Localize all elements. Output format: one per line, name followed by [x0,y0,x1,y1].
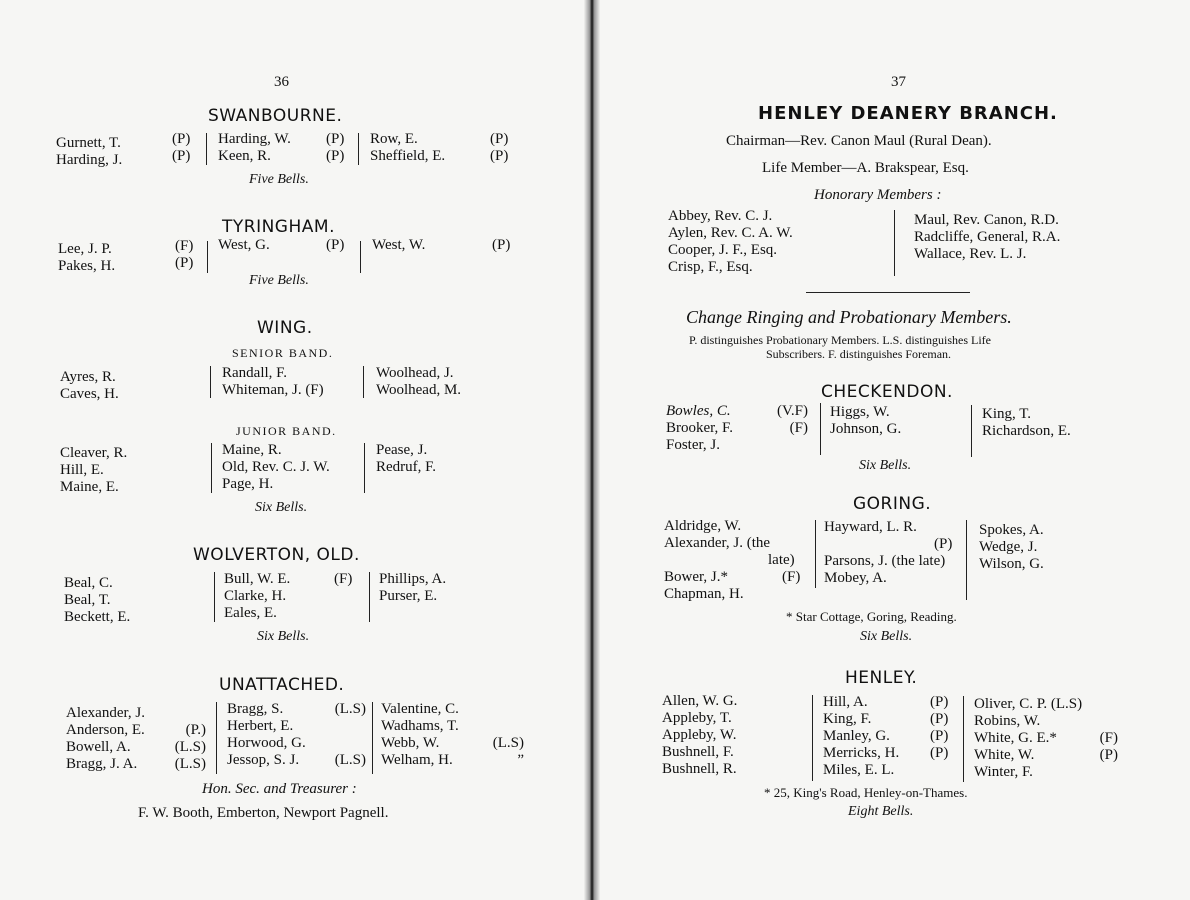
member-name: Cooper, J. F., Esq. [668,242,778,258]
member-name: Page, H. [222,476,274,492]
tyringham-col1-tags [175,238,193,272]
member-name: Beal, T. [64,592,111,608]
section-title-unattached: UNATTACHED. [219,675,345,695]
member-name: Abbey, Rev. C. J. [668,208,773,224]
member-tag: (L.S) [174,756,206,772]
member-name: Woolhead, J. [376,365,454,381]
member-name: Horwood, G. [227,735,306,751]
member-name: late) [768,552,795,568]
column-divider [207,241,208,273]
checkendon-col2 [830,404,901,438]
section-title-checkendon: CHECKENDON. [821,382,953,402]
member-name: Valentine, C. [381,701,459,717]
henley-col1 [662,693,737,778]
member-tag: (P) [1099,747,1118,763]
member-name: Harding, W. [218,131,291,147]
member-name: Pakes, H. [58,258,116,274]
member-name: Hill, A. [823,694,868,710]
member-tag: (P) [326,131,345,147]
member-name: Manley, G. [823,728,890,744]
bells-note: Five Bells. [249,273,309,288]
member-tag [480,718,524,735]
swanbourne-col2-tags [326,131,344,165]
footnote: * 25, King's Road, Henley-on-Thames. [764,785,968,800]
member-name: Ayres, R. [60,369,116,385]
band-label: SENIOR BAND. [232,346,334,360]
column-divider [963,696,964,782]
column-divider [214,572,215,622]
right-page [596,0,1190,900]
member-name: Eales, E. [224,605,277,621]
member-tag: (P) [490,148,509,164]
bells-note: Six Bells. [859,458,912,473]
member-name: King, F. [823,711,872,727]
member-tag: (P.) [185,722,206,738]
member-name: Hill, E. [60,462,104,478]
member-tag: (P) [172,148,191,164]
left-page [0,0,588,900]
bells-note: Eight Bells. [848,804,914,819]
column-divider [894,210,895,276]
member-tag: (F) [175,238,194,254]
member-name: Allen, W. G. [662,693,738,709]
member-name: Herbert, E. [227,718,294,734]
member-name: Harding, J. [56,152,123,168]
honorary-col2 [914,212,1060,263]
secretary-label: Hon. Sec. and Treasurer : [202,781,357,797]
wing-junior-col3 [376,442,436,476]
column-divider [358,133,359,165]
column-divider [812,695,813,781]
member-name: Wedge, J. [979,539,1038,555]
member-tag [1092,696,1118,713]
member-name: Higgs, W. [830,404,890,420]
member-name: Anderson, E. [66,722,145,738]
legend-line-2: Subscribers. F. distinguishes Foreman. [766,347,952,361]
member-name: Pease, J. [376,442,428,458]
branch-title: HENLEY DEANERY BRANCH. [758,103,1058,124]
column-divider [360,241,361,273]
member-name: Wallace, Rev. L. J. [914,246,1027,262]
member-name: Aylen, Rev. C. A. W. [668,225,793,241]
member-name: Cleaver, R. [60,445,128,461]
member-name: Chapman, H. [664,586,744,602]
bells-note: Six Bells. [257,629,310,644]
member-tag: (F) [334,571,353,587]
member-tag [166,705,206,722]
member-tag: (F) [782,569,801,585]
wing-junior-col1 [60,445,127,496]
member-name: Bull, W. E. [224,571,291,587]
checkendon-col1-tags [768,403,808,437]
member-tag [322,735,366,752]
member-name: Richardson, E. [982,423,1071,439]
swanbourne-col1 [56,135,122,169]
column-divider [211,443,212,493]
member-tag: (P) [934,536,953,552]
member-tag: (V.F) [777,403,808,419]
member-name: Phillips, A. [379,571,447,587]
unattached-col2 [227,701,306,769]
member-name: White, G. E.* [974,730,1057,746]
henley-col3 [974,696,1082,781]
unattached-col1 [66,705,145,773]
honorary-label: Honorary Members : [814,187,942,203]
swanbourne-col3-tags [490,131,508,165]
goring-col3 [979,522,1044,573]
wolverton-col1 [64,575,130,626]
member-name: Bowell, A. [66,739,131,755]
member-name: Winter, F. [974,764,1033,780]
member-name: Wadhams, T. [381,718,459,734]
unattached-col1-tags [166,705,206,773]
member-name: Row, E. [370,131,418,147]
member-name: Hayward, L. R. [824,519,917,535]
member-tag: (P) [490,131,509,147]
member-name: Beckett, E. [64,609,131,625]
column-divider [971,405,972,457]
member-name: Randall, F. [222,365,288,381]
member-tag [480,701,524,718]
section-title-goring: GORING. [853,494,932,514]
divider-rule [806,292,970,293]
section-title-wing: WING. [257,318,313,338]
column-divider [372,702,373,774]
member-name: Jessop, S. J. [227,752,300,768]
book-gutter [584,0,600,900]
member-name: Old, Rev. C. J. W. [222,459,330,475]
member-tag: (L.S) [174,739,206,755]
member-tag: (L.S) [334,701,366,717]
page-number: 37 [891,74,906,90]
chairman-line: Chairman—Rev. Canon Maul (Rural Dean). [726,133,992,149]
member-name: Mobey, A. [824,570,887,586]
wolverton-col3 [379,571,446,605]
change-ringing-heading: Change Ringing and Probationary Members. [686,307,1012,327]
member-tag: (P) [172,131,191,147]
page-number: 36 [274,74,289,90]
member-name: Woolhead, M. [376,382,462,398]
column-divider [820,403,821,455]
member-name: Maul, Rev. Canon, R.D. [914,212,1059,228]
bells-note: Six Bells. [860,629,913,644]
member-name: Oliver, C. P. (L.S) [974,696,1083,712]
swanbourne-col3 [370,131,445,165]
member-name: Radcliffe, General, R.A. [914,229,1061,245]
member-name: Appleby, W. [662,727,737,743]
section-title-henley: HENLEY. [845,668,918,688]
column-divider [369,572,370,622]
member-name: West, G. [218,237,270,253]
member-tag [322,718,366,735]
member-name: Bushnell, R. [662,761,737,777]
member-name: Miles, E. L. [823,762,895,778]
member-tag: (P) [930,694,949,710]
life-member-line: Life Member—A. Brakspear, Esq. [762,160,969,176]
unattached-col3 [381,701,459,769]
legend-line-1: P. distinguishes Probationary Members. L.S. distinguishes Life [689,333,991,347]
member-tag: (L.S) [334,752,366,768]
checkendon-col3 [982,406,1071,440]
member-tag: (P) [930,745,949,761]
member-name: Robins, W. [974,713,1041,729]
honorary-col1 [668,208,793,276]
member-name: Beal, C. [64,575,113,591]
henley-col3-tags [1092,696,1118,764]
member-name: King, T. [982,406,1032,422]
member-tag: (P) [492,237,511,253]
member-name: Lee, J. P. [58,241,112,257]
member-name: West, W. [372,237,426,253]
wing-junior-col2 [222,442,330,493]
member-name: Keen, R. [218,148,271,164]
member-tag: (L.S) [492,735,524,751]
bells-note: Five Bells. [249,172,309,187]
member-name: Maine, E. [60,479,119,495]
henley-col2-tags [930,694,948,762]
henley-col2 [823,694,899,779]
member-name: Appleby, T. [662,710,732,726]
member-name: Caves, H. [60,386,119,402]
member-name: Sheffield, E. [370,148,446,164]
member-tag: (P) [930,711,949,727]
section-title-swanbourne: SWANBOURNE. [208,106,343,126]
tyringham-col1 [58,241,115,275]
wolverton-col2 [224,571,290,622]
goring-col2 [824,519,952,587]
column-divider [206,133,207,165]
member-tag: (P) [326,148,345,164]
member-name: Bushnell, F. [662,744,734,760]
member-name: Clarke, H. [224,588,287,604]
checkendon-col1 [666,403,733,454]
member-name: Crisp, F., Esq. [668,259,753,275]
column-divider [966,520,967,600]
member-name: Bragg, S. [227,701,284,717]
band-label: JUNIOR BAND. [236,424,337,438]
wing-senior-col2 [222,365,324,399]
secretary-address: F. W. Booth, Emberton, Newport Pagnell. [138,805,389,821]
member-name: Bowles, C. [666,403,731,419]
member-tag: (P) [326,237,345,253]
column-divider [210,366,211,398]
unattached-col3-tags [480,701,524,769]
member-name: Whiteman, J. (F) [222,382,324,398]
section-title-tyringham: TYRINGHAM. [222,217,335,237]
member-name: Alexander, J. (the [664,535,771,551]
wing-senior-col3 [376,365,461,399]
goring-col1 [664,518,795,603]
swanbourne-col2 [218,131,291,165]
member-tag [1092,713,1118,730]
member-tag: (P) [930,728,949,744]
member-name: Maine, R. [222,442,282,458]
section-title-wolverton: WOLVERTON, OLD. [193,545,360,565]
member-name: White, W. [974,747,1035,763]
member-name: Bower, J.* [664,569,728,585]
column-divider [364,443,365,493]
member-name: Foster, J. [666,437,720,453]
member-name: Spokes, A. [979,522,1044,538]
member-name: Purser, E. [379,588,438,604]
member-name: Wilson, G. [979,556,1044,572]
column-divider [216,702,217,774]
member-name: Parsons, J. (the late) [824,553,946,569]
member-name: Alexander, J. [66,705,145,721]
member-name: Welham, H. [381,752,453,768]
member-name: Merricks, H. [823,745,900,761]
member-tag: (F) [1099,730,1118,746]
member-name: Bragg, J. A. [66,756,138,772]
column-divider [815,520,816,588]
member-name: Johnson, G. [830,421,902,437]
member-name: Aldridge, W. [664,518,742,534]
member-tag: ” [517,752,524,768]
wing-senior-col1 [60,369,119,403]
member-tag: (P) [175,255,194,271]
member-name: Redruf, F. [376,459,437,475]
member-name: Gurnett, T. [56,135,121,151]
bells-note: Six Bells. [255,500,308,515]
swanbourne-col1-tags [172,131,190,165]
unattached-col2-tags [322,701,366,769]
member-tag: (F) [789,420,808,436]
member-name: Brooker, F. [666,420,733,436]
column-divider [363,366,364,398]
footnote: * Star Cottage, Goring, Reading. [786,609,957,624]
member-name: Webb, W. [381,735,440,751]
